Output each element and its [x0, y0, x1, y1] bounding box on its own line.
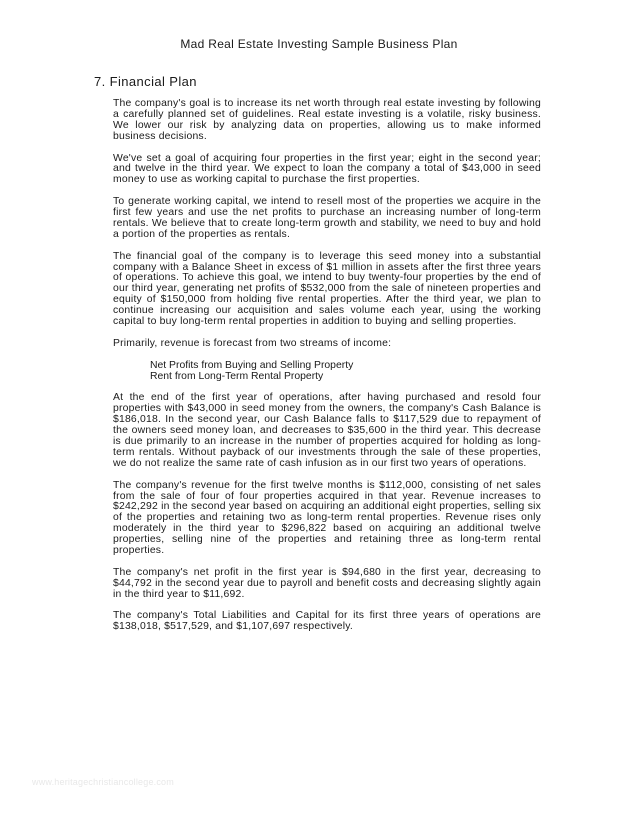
- paragraph-financial-goal: The financial goal of the company is to leverage this seed money into a substantial company with a Balance Sheet in excess of $1 million in assets after the first three years of operations. To achieve this goal, we intend to buy twenty-four properties by the end of our third year, generating net profits of $532,000 from the sale of nineteen properties and equity of $150,000 from holding five rental properties. After the third year, we plan to continue increasing our acquisition and sales volume each year, using the working capital to buy long-term rental properties in addition to buying and selling properties.: [113, 250, 541, 328]
- paragraph-working-capital: To generate working capital, we intend to resell most of the properties we acquire in the first few years and use the net profits to purchase an increasing number of long-term rentals. We believe that to create long-term growth and stability, we need to buy and hold a portion of the properties as rentals.: [113, 196, 541, 240]
- watermark: www.heritagechristiancollege.com: [32, 777, 174, 787]
- document-body: [113, 99, 541, 644]
- paragraph-goal: The company's goal is to increase its net worth through real estate investing by following a carefully planned set of guidelines. Real estate investing is a volatile, risky business. We lower our risk by analyzing data on properties, allowing us to make informed business decisions.: [113, 98, 541, 142]
- paragraph-revenue: The company's revenue for the first twelve months is $112,000, consisting of net sales from the sale of four of four properties acquired in that year. Revenue increases to $242,292 in the second year based on acquiring an additional eight properties, selling six of the properties and retaining two as long-term rental properties. Revenue rises only moderately in the third year to $296,822 based on acquiring an additional twelve properties, selling nine of the properties and retaining three as long-term rental properties.: [113, 479, 541, 557]
- paragraph-revenue-intro: Primarily, revenue is forecast from two streams of income:: [113, 337, 392, 349]
- paragraph-net-profit: The company's net profit in the first year is $94,680 in the first year, decreasing to $44,792 in the second year due to payroll and benefit costs and decreasing slightly again in the third year to $11,692.: [113, 566, 541, 600]
- paragraph-liabilities-capital: The company's Total Liabilities and Capital for its first three years of operations are $138,018, $517,529, and $1,107,697 respectively.: [113, 610, 541, 633]
- section-title: 7. Financial Plan: [94, 74, 197, 89]
- income-stream-item: Net Profits from Buying and Selling Property: [150, 359, 354, 371]
- income-stream-item: Rent from Long-Term Rental Property: [150, 370, 324, 382]
- paragraph-cash-balance: At the end of the first year of operations, after having purchased and resold four properties with $43,000 in seed money from the owners, the company's Cash Balance is $186,018. In the second year, our Cash Balance falls to $117,529 due to repayment of the owners seed money loan, and decreases to $35,600 in the third year. This decrease is due primarily to an increase in the number of properties acquired for holding as long-term rentals. Without payback of our investments through the sale of these properties, we do not realize the same rate of cash infusion as in our first two years of operations.: [113, 392, 541, 469]
- paragraph-acquisition-goal: We've set a goal of acquiring four properties in the first year; eight in the second year; and twelve in the third year. We expect to loan the company a total of $43,000 in seed money to use as working capital to purchase the first properties.: [113, 152, 541, 186]
- income-streams-list: [150, 361, 541, 383]
- document-header-title: Mad Real Estate Investing Sample Business Plan: [180, 37, 458, 51]
